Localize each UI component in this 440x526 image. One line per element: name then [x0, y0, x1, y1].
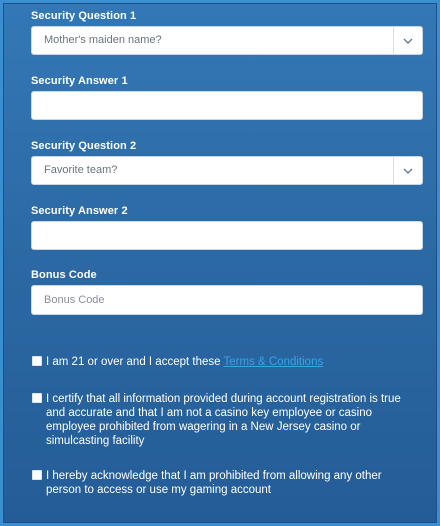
security-question-1-label: Security Question 1: [31, 10, 137, 22]
certify-text: I certify that all information provided during account registration is true and accurate and that I am not a casino key employee or casino employee prohibited from wagering in a New Jersey casino or simulcasting facility: [46, 393, 401, 447]
certify-checkbox[interactable]: [32, 393, 42, 403]
age-terms-text: [46, 355, 412, 369]
acknowledge-checkbox[interactable]: [32, 470, 42, 480]
security-answer-1-label: Security Answer 1: [31, 75, 128, 87]
security-answer-1-field[interactable]: [31, 91, 423, 120]
registration-panel: [3, 3, 437, 523]
age-terms-label: I am 21 or over and I accept these: [46, 356, 224, 368]
checkbox-row-acknowledge: [32, 469, 412, 501]
chevron-down-icon[interactable]: [393, 27, 422, 54]
checkbox-row-age-terms: [32, 355, 412, 371]
security-question-2-label: Security Question 2: [31, 140, 137, 152]
acknowledge-text: I hereby acknowledge that I am prohibited from allowing any other person to access or use my gaming account: [46, 470, 382, 496]
terms-conditions-link[interactable]: Terms & Conditions: [223, 356, 324, 368]
bonus-code-label: Bonus Code: [31, 269, 97, 281]
security-answer-2-label: Security Answer 2: [31, 205, 128, 217]
chevron-down-icon[interactable]: [393, 157, 422, 184]
bonus-code-placeholder: Bonus Code: [44, 294, 105, 306]
security-answer-2-field[interactable]: [31, 221, 423, 250]
security-question-2-value: Favorite team?: [44, 164, 118, 176]
security-question-1-value: Mother's maiden name?: [44, 34, 162, 46]
checkbox-row-certify: [32, 392, 412, 452]
security-question-1-select[interactable]: [31, 26, 423, 55]
bonus-code-field[interactable]: [31, 285, 423, 315]
security-question-2-select[interactable]: [31, 156, 423, 185]
age-terms-checkbox[interactable]: [32, 356, 42, 366]
